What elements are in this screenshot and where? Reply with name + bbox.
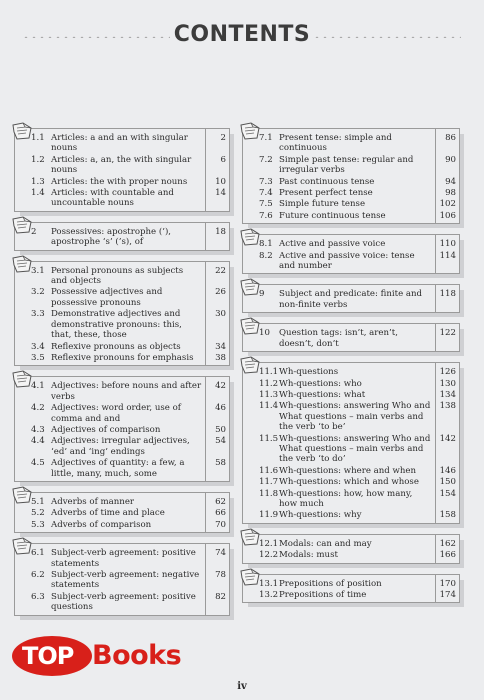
toc-entry-title: Subject-verb agreement: positive questions xyxy=(51,591,196,613)
toc-entry-title: Wh-questions: what xyxy=(279,389,366,400)
toc-entry-number: 6.3 xyxy=(31,591,45,602)
toc-entry-page: 22 xyxy=(205,262,229,287)
toc-entry[interactable] xyxy=(15,176,229,187)
toc-section-box xyxy=(242,323,460,352)
toc-entry-page: 154 xyxy=(435,488,459,510)
toc-entry-number: 11.9 xyxy=(259,510,279,521)
toc-entry-number: 6.2 xyxy=(31,570,45,580)
toc-entry-title: Active and passive voice xyxy=(279,239,386,250)
toc-entry[interactable] xyxy=(243,400,459,432)
toc-entry-number: 5.3 xyxy=(31,519,45,530)
toc-entry-page: 118 xyxy=(435,285,459,312)
toc-entry[interactable] xyxy=(243,176,459,187)
toc-entry[interactable] xyxy=(243,250,459,274)
toc-entry[interactable] xyxy=(15,352,229,365)
toc-entry[interactable] xyxy=(243,476,459,487)
dotted-rule-right xyxy=(313,36,461,38)
toc-entry-number: 8.1 xyxy=(259,239,273,250)
toc-entry-title: Wh-questions: answering Who and What questions – main verbs and the verb ‘to be’ xyxy=(279,401,431,433)
toc-entry-page: 82 xyxy=(205,591,229,615)
toc-entry-number: 11.4 xyxy=(259,401,279,412)
toc-entry-title: Modals: must xyxy=(279,550,338,561)
toc-entry-page: 134 xyxy=(435,389,459,400)
toc-entry-title: Wh-questions xyxy=(279,367,339,378)
toc-entry[interactable] xyxy=(15,154,229,176)
toc-entry-number: 12.1 xyxy=(259,538,279,549)
toc-entry-number: 3.2 xyxy=(31,287,45,298)
toc-entry[interactable] xyxy=(15,262,229,287)
toc-section-box xyxy=(242,574,460,604)
toc-section-box xyxy=(242,284,460,313)
toc-entry-number: 4.2 xyxy=(31,403,45,414)
toc-entry-page: 18 xyxy=(205,223,229,250)
toc-entry[interactable] xyxy=(15,424,229,435)
toc-entry-title: Wh-questions: where and when xyxy=(279,465,417,476)
toc-entry[interactable] xyxy=(243,363,459,377)
toc-entry[interactable] xyxy=(15,402,229,424)
toc-entry[interactable] xyxy=(243,324,459,351)
toc-entry-page: 110 xyxy=(435,235,459,249)
toc-entry[interactable] xyxy=(15,457,229,481)
toc-entry[interactable] xyxy=(15,377,229,402)
notebook-icon xyxy=(11,370,33,388)
toc-entry-page: 130 xyxy=(435,378,459,389)
toc-entry-page: 98 xyxy=(435,187,459,198)
toc-entry-page: 74 xyxy=(205,544,229,569)
toc-entry-title: Personal pronouns as subjects and objects xyxy=(51,265,184,287)
toc-entry-number: 3.4 xyxy=(31,341,45,352)
toc-section-box xyxy=(242,128,460,224)
toc-entry-number: 10 xyxy=(259,328,270,339)
toc-entry-title: Adjectives: word order, use of comma and and xyxy=(51,403,181,424)
toc-entry-title: Wh-questions: why xyxy=(279,510,362,521)
toc-entry[interactable] xyxy=(243,535,459,549)
toc-entry-page: 174 xyxy=(435,589,459,602)
toc-entry-title: Simple future tense xyxy=(279,199,366,210)
notebook-icon xyxy=(239,317,261,335)
toc-entry-number: 1.1 xyxy=(31,133,45,143)
toc-entry-title: Present perfect tense xyxy=(279,188,373,199)
toc-entry[interactable] xyxy=(243,285,459,312)
toc-entry-page: 42 xyxy=(205,377,229,402)
toc-entry-page: 10 xyxy=(205,176,229,187)
toc-entry[interactable] xyxy=(15,507,229,518)
left-column xyxy=(14,128,230,626)
toc-entry-page: 34 xyxy=(205,341,229,352)
toc-entry-number: 12.2 xyxy=(259,550,279,561)
right-column xyxy=(242,128,460,613)
toc-entry[interactable] xyxy=(15,341,229,352)
toc-entry[interactable] xyxy=(243,465,459,476)
toc-section-box xyxy=(14,128,230,212)
toc-entry-page: 122 xyxy=(435,324,459,351)
toc-entry-page: 158 xyxy=(435,509,459,522)
notebook-icon xyxy=(11,216,33,234)
toc-entry-title: Possessives: apostrophe (’), apostrophe ‘s’ (’s), of xyxy=(51,226,172,248)
toc-entry-number: 11.1 xyxy=(259,367,279,378)
toc-entry-page: 138 xyxy=(435,400,459,432)
toc-entry-title: Demonstrative adjectives and demonstrative pronouns: this, that, these, those xyxy=(51,309,182,341)
toc-section-box xyxy=(14,261,230,367)
notebook-icon xyxy=(239,528,261,546)
toc-entry-number: 13.1 xyxy=(259,578,279,589)
notebook-icon xyxy=(11,537,33,555)
toc-entry[interactable] xyxy=(15,569,229,591)
toc-entry-number: 7.2 xyxy=(259,154,273,165)
toc-entry-page: 90 xyxy=(435,154,459,176)
toc-entry-number: 5.1 xyxy=(31,496,45,507)
toc-entry-number: 4.3 xyxy=(31,424,45,435)
toc-entry-title: Adjectives of quantity: a few, a little, many, much, some xyxy=(51,458,185,479)
toc-section-box xyxy=(242,234,460,274)
toc-entry-title: Subject and predicate: finite and non-finite verbs xyxy=(279,289,423,310)
toc-entry-number: 13.2 xyxy=(259,590,279,600)
toc-entry-number: 11.3 xyxy=(259,389,279,400)
toc-entry-page: 26 xyxy=(205,286,229,308)
toc-entry-page: 142 xyxy=(435,433,459,465)
toc-entry-number: 11.2 xyxy=(259,378,279,389)
toc-entry-number: 5.2 xyxy=(31,508,45,519)
toc-entry-page: 46 xyxy=(205,402,229,424)
toc-entry-page: 162 xyxy=(435,535,459,549)
notebook-icon xyxy=(239,356,261,374)
logo-text-top: TOP xyxy=(22,642,74,670)
toc-entry-page: 166 xyxy=(435,549,459,562)
toc-entry-number: 7.3 xyxy=(259,176,273,187)
toc-entry-page: 62 xyxy=(205,493,229,507)
toc-entry-number: 11.6 xyxy=(259,465,279,476)
toc-entry[interactable] xyxy=(15,544,229,569)
toc-entry-title: Adjectives: irregular adjectives, ‘ed’ and ‘ing’ endings xyxy=(51,436,190,457)
toc-entry-page: 54 xyxy=(205,435,229,457)
toc-entry-page: 66 xyxy=(205,507,229,518)
toc-entry-title: Adjectives of comparison xyxy=(51,424,161,435)
toc-entry-title: Wh-questions: who xyxy=(279,378,362,389)
toc-entry-number: 7.6 xyxy=(259,210,273,221)
toc-entry-title: Possessive adjectives and possessive pronouns xyxy=(51,287,163,308)
page-number: iv xyxy=(237,681,247,692)
toc-entry-title: Wh-questions: how, how many, how much xyxy=(279,488,413,509)
toc-entry-number: 8.2 xyxy=(259,250,273,261)
toc-entry[interactable] xyxy=(15,493,229,507)
toc-entry-title: Articles: with countable and uncountable nouns xyxy=(51,188,174,209)
toc-entry-page: 30 xyxy=(205,308,229,340)
logo-text-books: Books xyxy=(92,640,182,671)
toc-entry-title: Reflexive pronouns as objects xyxy=(51,341,181,352)
toc-entry[interactable] xyxy=(243,154,459,176)
toc-entry[interactable] xyxy=(243,389,459,400)
toc-entry-number: 7.5 xyxy=(259,199,273,210)
toc-entry-page: 114 xyxy=(435,250,459,274)
toc-entry-page: 102 xyxy=(435,198,459,209)
toc-entry[interactable] xyxy=(243,187,459,198)
toc-entry-page: 170 xyxy=(435,575,459,589)
toc-section-box xyxy=(242,534,460,564)
toc-entry-number: 9 xyxy=(259,289,265,300)
toc-entry-title: Question tags: isn’t, aren’t, doesn’t, don’t xyxy=(279,328,398,349)
toc-entry-number: 7.1 xyxy=(259,133,273,143)
toc-entry-title: Future continuous tense xyxy=(279,210,386,221)
toc-entry-title: Wh-questions: which and whose xyxy=(279,477,419,488)
toc-entry-number: 3.1 xyxy=(31,265,45,276)
toc-entry-title: Adverbs of comparison xyxy=(51,519,152,530)
notebook-icon xyxy=(239,122,261,140)
toc-entry[interactable] xyxy=(243,488,459,510)
toc-entry-number: 4.1 xyxy=(31,381,45,392)
toc-entry-page: 86 xyxy=(435,129,459,154)
toc-entry[interactable] xyxy=(15,187,229,211)
toc-entry-page: 150 xyxy=(435,476,459,487)
toc-entry-title: Adjectives: before nouns and after verbs xyxy=(51,381,202,402)
toc-section-box xyxy=(14,543,230,615)
toc-entry-title: Prepositions of time xyxy=(279,590,367,600)
toc-entry-title: Wh-questions: answering Who and What questions – main verbs and the verb ‘to do’ xyxy=(279,433,431,465)
toc-entry-number: 2 xyxy=(31,226,37,237)
toc-entry-page: 14 xyxy=(205,187,229,211)
toc-entry-title: Active and passive voice: tense and number xyxy=(279,250,415,272)
toc-section-box xyxy=(14,376,230,482)
toc-entry-number: 1.3 xyxy=(31,176,45,187)
toc-entry-title: Adverbs of manner xyxy=(51,496,135,507)
toc-entry-number: 1.4 xyxy=(31,188,45,199)
toc-entry-number: 11.8 xyxy=(259,488,279,499)
page-title: CONTENTS xyxy=(173,22,311,47)
toc-entry[interactable] xyxy=(15,591,229,615)
toc-entry-page: 50 xyxy=(205,424,229,435)
toc-entry[interactable] xyxy=(15,308,229,340)
toc-entry-title: Reflexive pronouns for emphasis xyxy=(51,352,194,363)
contents-header xyxy=(0,22,484,52)
toc-entry[interactable] xyxy=(243,433,459,465)
toc-entry-page: 106 xyxy=(435,210,459,223)
notebook-icon xyxy=(11,486,33,504)
toc-entry-title: Simple past tense: regular and irregular verbs xyxy=(279,154,414,176)
toc-entry[interactable] xyxy=(243,589,459,602)
notebook-icon xyxy=(239,278,261,296)
notebook-icon xyxy=(239,228,261,246)
toc-entry-number: 4.5 xyxy=(31,458,45,469)
toc-entry-page: 58 xyxy=(205,457,229,481)
toc-entry-page: 6 xyxy=(205,154,229,176)
toc-entry-page: 126 xyxy=(435,363,459,377)
toc-section-box xyxy=(14,492,230,533)
toc-entry-page: 2 xyxy=(205,129,229,154)
toc-entry-title: Articles: a, an, the with singular nouns xyxy=(51,154,192,176)
toc-entry[interactable] xyxy=(243,575,459,589)
toc-entry[interactable] xyxy=(243,549,459,562)
toc-entry[interactable] xyxy=(15,435,229,457)
toc-entry[interactable] xyxy=(243,210,459,223)
toc-entry-title: Articles: the with proper nouns xyxy=(51,176,188,187)
toc-entry-title: Past continuous tense xyxy=(279,176,375,187)
toc-entry-title: Adverbs of time and place xyxy=(51,508,165,519)
toc-entry-title: Subject-verb agreement: negative statements xyxy=(51,570,200,591)
toc-entry-title: Articles: a and an with singular nouns xyxy=(51,133,188,154)
toc-entry-number: 3.5 xyxy=(31,352,45,363)
watermark-logo xyxy=(12,634,187,678)
toc-entry[interactable] xyxy=(243,198,459,209)
toc-entry[interactable] xyxy=(15,519,229,532)
toc-entry-number: 7.4 xyxy=(259,188,273,199)
toc-entry-page: 146 xyxy=(435,465,459,476)
toc-entry[interactable] xyxy=(15,223,229,250)
toc-entry-number: 6.1 xyxy=(31,548,45,559)
toc-entry-page: 38 xyxy=(205,352,229,365)
toc-entry-page: 70 xyxy=(205,519,229,532)
notebook-icon xyxy=(239,568,261,586)
toc-section-box xyxy=(242,362,460,524)
toc-entry-number: 11.7 xyxy=(259,477,279,488)
toc-entry-page: 94 xyxy=(435,176,459,187)
toc-entry-title: Present tense: simple and continuous xyxy=(279,133,392,154)
toc-entry-title: Prepositions of position xyxy=(279,578,382,589)
toc-entry[interactable] xyxy=(243,129,459,154)
toc-entry-number: 4.4 xyxy=(31,436,45,447)
toc-entry-number: 11.5 xyxy=(259,433,279,444)
toc-entry[interactable] xyxy=(243,509,459,522)
toc-entry-number: 1.2 xyxy=(31,154,45,165)
toc-entry[interactable] xyxy=(243,378,459,389)
toc-entry-number: 3.3 xyxy=(31,309,45,320)
toc-entry-title: Modals: can and may xyxy=(279,538,372,549)
toc-entry-title: Subject-verb agreement: positive statements xyxy=(51,548,196,569)
toc-entry-page: 78 xyxy=(205,569,229,591)
toc-entry[interactable] xyxy=(243,235,459,249)
toc-entry[interactable] xyxy=(15,129,229,154)
notebook-icon xyxy=(11,255,33,273)
toc-section-box xyxy=(14,222,230,251)
notebook-icon xyxy=(11,122,33,140)
toc-entry[interactable] xyxy=(15,286,229,308)
